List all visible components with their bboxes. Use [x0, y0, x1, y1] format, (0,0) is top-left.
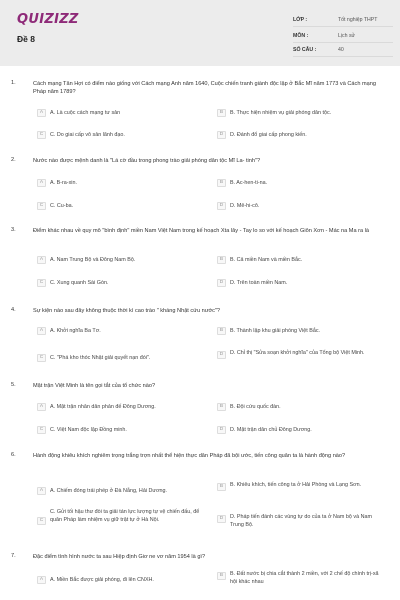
option-d[interactable] — [213, 129, 388, 141]
option-b[interactable] — [213, 481, 388, 501]
option-text: D. Mặt trận dân chủ Đông Dương. — [230, 427, 312, 433]
info-value: 40 — [338, 47, 344, 53]
question-text: Sự kiện nào sau đây không thuộc thời kì cao trào " kháng Nhật cứu nước"? — [33, 308, 221, 314]
question-number: 7. — [11, 553, 16, 559]
info-label: SỐ CÂU : — [293, 47, 317, 53]
option-b[interactable] — [213, 325, 388, 337]
question-number: 2. — [11, 157, 16, 163]
option-text: B. Thành lập khu giải phóng Việt Bắc. — [230, 328, 321, 334]
option-b[interactable] — [213, 570, 388, 590]
option-text: B. Khiêu khích, tiến công ta ở Hải Phòng và Lạng Sơn. — [230, 482, 362, 488]
option-text: A. Miền Bắc được giải phóng, đi lên CNXH. — [50, 577, 154, 583]
option-letter-badge: B — [217, 327, 226, 335]
question-number: 4. — [11, 307, 16, 313]
info-row-count — [293, 43, 393, 57]
option-letter-badge: A — [37, 327, 46, 335]
info-value: Lịch sử — [338, 33, 356, 39]
option-c[interactable] — [33, 129, 205, 141]
option-letter-badge: D — [217, 426, 226, 434]
question-number: 1. — [11, 80, 16, 86]
question-text: Điểm khác nhau về quy mô "bình định" miền Nam Việt Nam trong kế hoạch Xta lây - Tay lo so với kế hoạch Giôn Xơn - Mác na Ma ra là — [33, 228, 370, 234]
option-letter-badge: A — [37, 487, 46, 495]
option-letter-badge: C — [37, 202, 46, 210]
info-value: Tốt nghiệp THPT — [338, 17, 378, 23]
option-letter-badge: C — [37, 517, 46, 525]
option-a[interactable] — [33, 401, 205, 413]
option-text: C. Xung quanh Sài Gòn. — [50, 280, 109, 286]
option-letter-badge: C — [37, 279, 46, 287]
option-text: C. "Phá kho thóc Nhật giải quyết nạn đói". — [50, 355, 151, 361]
option-c[interactable] — [33, 424, 205, 436]
option-text: B. Cả miền Nam và miền Bắc. — [230, 257, 303, 263]
info-row-subject — [293, 29, 393, 43]
info-row-class — [293, 13, 393, 27]
option-a[interactable] — [33, 107, 205, 119]
option-letter-badge: C — [37, 426, 46, 434]
option-text: C. Việt Nam độc lập Đồng minh. — [50, 427, 127, 433]
option-b[interactable] — [213, 177, 388, 189]
question-number: 6. — [11, 452, 16, 458]
option-letter-badge: D — [217, 202, 226, 210]
option-a[interactable] — [33, 177, 205, 189]
option-letter-badge: B — [217, 179, 226, 187]
option-b[interactable] — [213, 107, 388, 119]
question-text: Nước nào được mệnh danh là "Lá cờ đầu trong phong trào giải phóng dân tộc Mĩ La- tinh"? — [33, 158, 261, 164]
option-text: D. Pháp tiến đánh các vùng tự do của ta ở Nam bộ và Nam Trung Bộ. — [230, 514, 372, 528]
option-letter-badge: B — [217, 572, 226, 580]
option-c[interactable] — [33, 200, 205, 212]
option-c[interactable] — [33, 277, 205, 289]
option-letter-badge: B — [217, 109, 226, 117]
option-letter-badge: B — [217, 256, 226, 264]
option-letter-badge: B — [217, 403, 226, 411]
question-text: Hành động khiêu khích nghiêm trọng trắng trợn nhất thể hiện thực dân Pháp đã bội ước, tiến công quân ta là hành động nào? — [33, 453, 346, 459]
option-d[interactable] — [213, 277, 388, 289]
option-b[interactable] — [213, 254, 388, 266]
question-text: Cách mạng Tân Hợi có điểm nào giống với Cách mạng Anh năm 1640, Cuộc chiến tranh giành độc lập ở Bắc Mĩ năm 1773 và Cách mạng Pháp năm 1789? — [33, 81, 376, 95]
option-d[interactable] — [213, 513, 388, 533]
option-text: D. Chỉ thị "Sửa soạn khởi nghĩa" của Tổng bộ Việt Minh. — [230, 350, 365, 356]
option-letter-badge: B — [217, 483, 226, 491]
option-letter-badge: A — [37, 403, 46, 411]
option-letter-badge: D — [217, 515, 226, 523]
quiz-header — [0, 0, 400, 66]
option-text: A. Mặt trận nhân dân phản đế Đông Dương. — [50, 404, 156, 410]
option-c[interactable] — [33, 352, 205, 364]
option-text: A. Nam Trung Bộ và Đông Nam Bộ. — [50, 257, 136, 263]
option-letter-badge: C — [37, 131, 46, 139]
option-letter-badge: D — [217, 351, 226, 359]
option-text: B. Đội cứu quốc đàn. — [230, 404, 281, 410]
option-d[interactable] — [213, 424, 388, 436]
option-text: A. B-ra-xin. — [50, 180, 77, 186]
option-text: B. Đất nước bị chia cắt thành 2 miền, với 2 chế độ chính trị-xã hội khác nhau — [230, 571, 379, 585]
option-c[interactable] — [33, 508, 205, 534]
option-letter-badge: A — [37, 256, 46, 264]
option-text: C. Cu-ba. — [50, 203, 74, 209]
option-text: D. Đánh đổ giai cấp phong kiến. — [230, 132, 307, 138]
option-text: C. Gửi tối hậu thư đòi ta giải tán lực lượng tự vệ chiến đấu, để quân Pháp làm nhiệm vụ giữ trật tự ở Hà Nội. — [50, 509, 200, 523]
option-b[interactable] — [213, 401, 388, 413]
option-a[interactable] — [33, 485, 205, 497]
option-a[interactable] — [33, 325, 205, 337]
option-letter-badge: D — [217, 131, 226, 139]
question-number: 5. — [11, 382, 16, 388]
option-letter-badge: A — [37, 576, 46, 584]
option-a[interactable] — [33, 254, 205, 266]
quiz-title: Đề 8 — [17, 34, 35, 44]
option-text: A. Khởi nghĩa Ba Tơ. — [50, 328, 101, 334]
quizizz-logo: QUIZIZZ — [17, 12, 79, 27]
option-text: C. Do giai cấp vô sản lãnh đạo. — [50, 132, 125, 138]
option-d[interactable] — [213, 349, 388, 369]
option-letter-badge: A — [37, 109, 46, 117]
question-number: 3. — [11, 227, 16, 233]
option-text: B. Ac-hen-ti-na. — [230, 180, 268, 186]
option-letter-badge: A — [37, 179, 46, 187]
option-text: D. Mê-hi-cô. — [230, 203, 260, 209]
option-text: B. Thực hiện nhiệm vụ giải phóng dân tộc. — [230, 110, 332, 116]
option-d[interactable] — [213, 200, 388, 212]
info-label: LỚP : — [293, 17, 308, 23]
question-text: Mặt trận Việt Minh là tên gọi tắt của tổ chức nào? — [33, 383, 156, 389]
option-text: A. Là cuộc cách mạng tư sản — [50, 110, 121, 116]
option-a[interactable] — [33, 574, 205, 586]
info-label: MÔN : — [293, 33, 309, 39]
option-text: A. Chiếm đóng trái phép ở Đà Nẵng, Hải Dương. — [50, 488, 168, 494]
option-letter-badge: D — [217, 279, 226, 287]
option-text: D. Trên toàn miền Nam. — [230, 280, 288, 286]
option-letter-badge: C — [37, 354, 46, 362]
question-text: Đặc điểm tình hình nước ta sau Hiệp định Giơ ne vơ năm 1954 là gì? — [33, 554, 206, 560]
